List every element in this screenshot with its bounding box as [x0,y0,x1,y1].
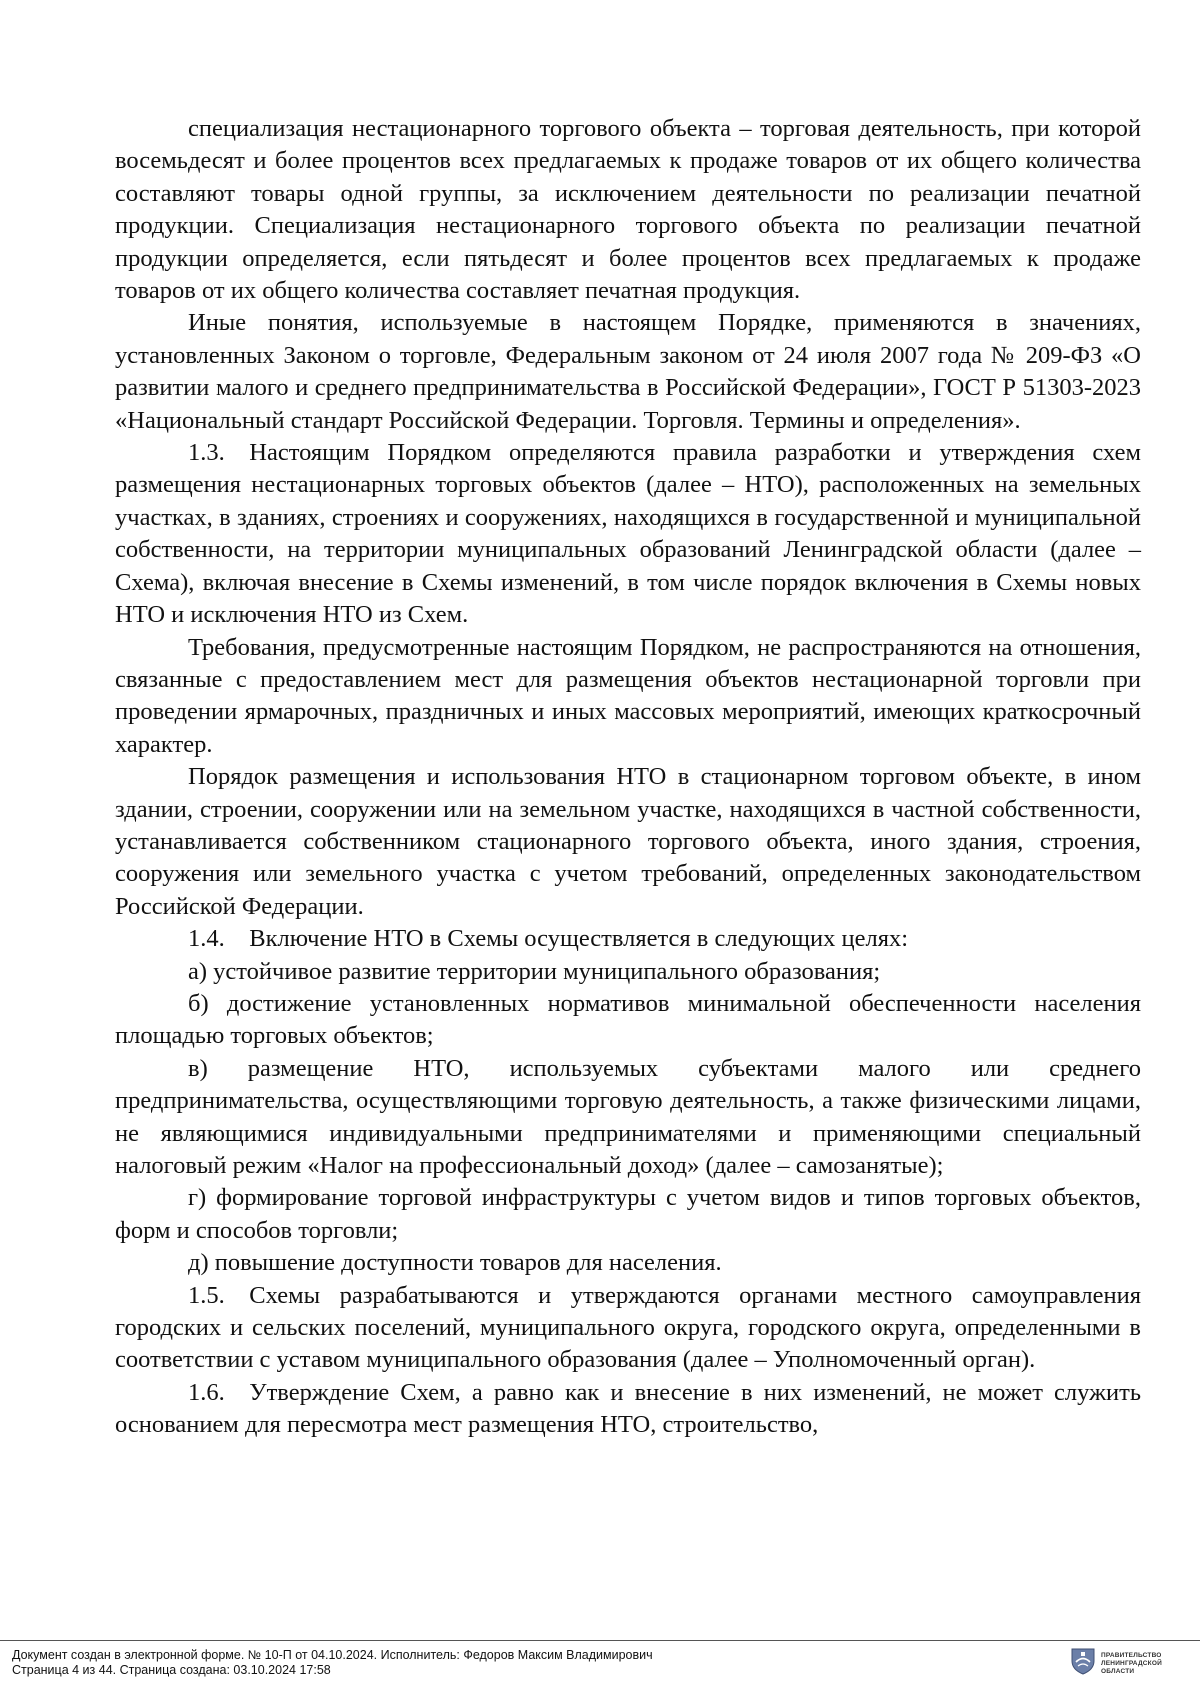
paragraph-placement-order: Порядок размещения и использования НТО в стационарном торговом объекте, в ином здании, строении, сооружении или на земельном участке, находящихся в частной собственности, устанавливается собственником стационарного торгового объекта, иного здания, строения, сооружения или земельного участка с учетом требований, определенных законодательством Российской Федерации. [115,763,1141,920]
footer-document-info [12,1648,653,1678]
paragraph-1-3: 1.3. Настоящим Порядком определяются правила разработки и утверждения схем размещения нестационарных торговых объектов (далее – НТО), расположенных на земельных участках, в зданиях, строениях и сооружениях, находящихся в государственной и муниципальной собственности, на территории муниципальных образований Ленинградской области (далее – Схема), включая внесение в Схемы изменений, в том числе порядок включения в Схемы новых НТО и исключения НТО из Схем. [115,439,1141,629]
list-item-d: д) повышение доступности товаров для населения. [188,1249,722,1277]
paragraph-specialization: специализация нестационарного торгового объекта – торговая деятельность, при которой восемьдесят и более процентов всех предлагаемых к продаже товаров от их общего количества составляют товары одной группы, за исключением деятельности по реализации печатной продукции. Специализация нестационарного торгового объекта по реализации печатной продукции определяется, если пятьдесят и более процентов всех предлагаемых к продаже товаров от их общего количества составляет печатная продукция. [115,115,1141,305]
list-item-v: в) размещение НТО, используемых субъектами малого или среднего предпринимательства, осуществляющими торговую деятельность, а также физическими лицами, не являющимися индивидуальными предпринимателями и применяющими специальный налоговый режим «Налог на профессиональный доход» (далее – самозанятые); [115,1054,1141,1179]
paragraph-other-terms: Иные понятия, используемые в настоящем Порядке, применяются в значениях, установленных Законом о торговле, Федеральным законом от 24 июля 2007 года № 209-ФЗ «О развитии малого и среднего предпринимательства в Российской Федерации», ГОСТ Р 51303-2023 «Национальный стандарт Российской Федерации. Торговля. Термины и определения». [115,309,1141,434]
list-item-g: г) формирование торговой инфраструктуры с учетом видов и типов торговых объектов, форм и способов торговли; [115,1184,1141,1244]
footer-logo [1070,1647,1161,1680]
paragraph-1-5: 1.5. Схемы разрабатываются и утверждаются органами местного самоуправления городских и сельских поселений, муниципального округа, городского округа, определенными в соответствии с уставом муниципального образования (далее – Уполномоченный орган). [115,1281,1141,1374]
paragraph-requirements: Требования, предусмотренные настоящим Порядком, не распространяются на отношения, связанные с предоставлением мест для размещения объектов нестационарной торговли при проведении ярмарочных, праздничных и иных массовых мероприятий, имеющих краткосрочный характер. [115,633,1141,758]
footer-divider [0,1640,1200,1641]
coat-of-arms-icon [1070,1647,1096,1680]
paragraph-1-6: 1.6. Утверждение Схем, а равно как и внесение в них изменений, не может служить основанием для пересмотра мест размещения НТО, строительство, [115,1378,1141,1439]
list-item-b: б) достижение установленных нормативов минимальной обеспеченности населения площадью торговых объектов; [115,989,1141,1050]
footer-line-document: Документ создан в электронной форме. № 10-П от 04.10.2024. Исполнитель: Федоров Максим Владимирович [12,1648,653,1662]
footer-org-name: ПРАВИТЕЛЬСТВО ЛЕНИНГРАДСКОЙ ОБЛАСТИ [1101,1651,1162,1675]
paragraph-1-4: 1.4. Включение НТО в Схемы осуществляется в следующих целях: [188,925,909,953]
footer-line-page: Страница 4 из 44. Страница создана: 03.10.2024 17:58 [12,1663,331,1677]
list-item-a: а) устойчивое развитие территории муниципального образования; [188,957,881,985]
document-body [115,113,1141,1442]
